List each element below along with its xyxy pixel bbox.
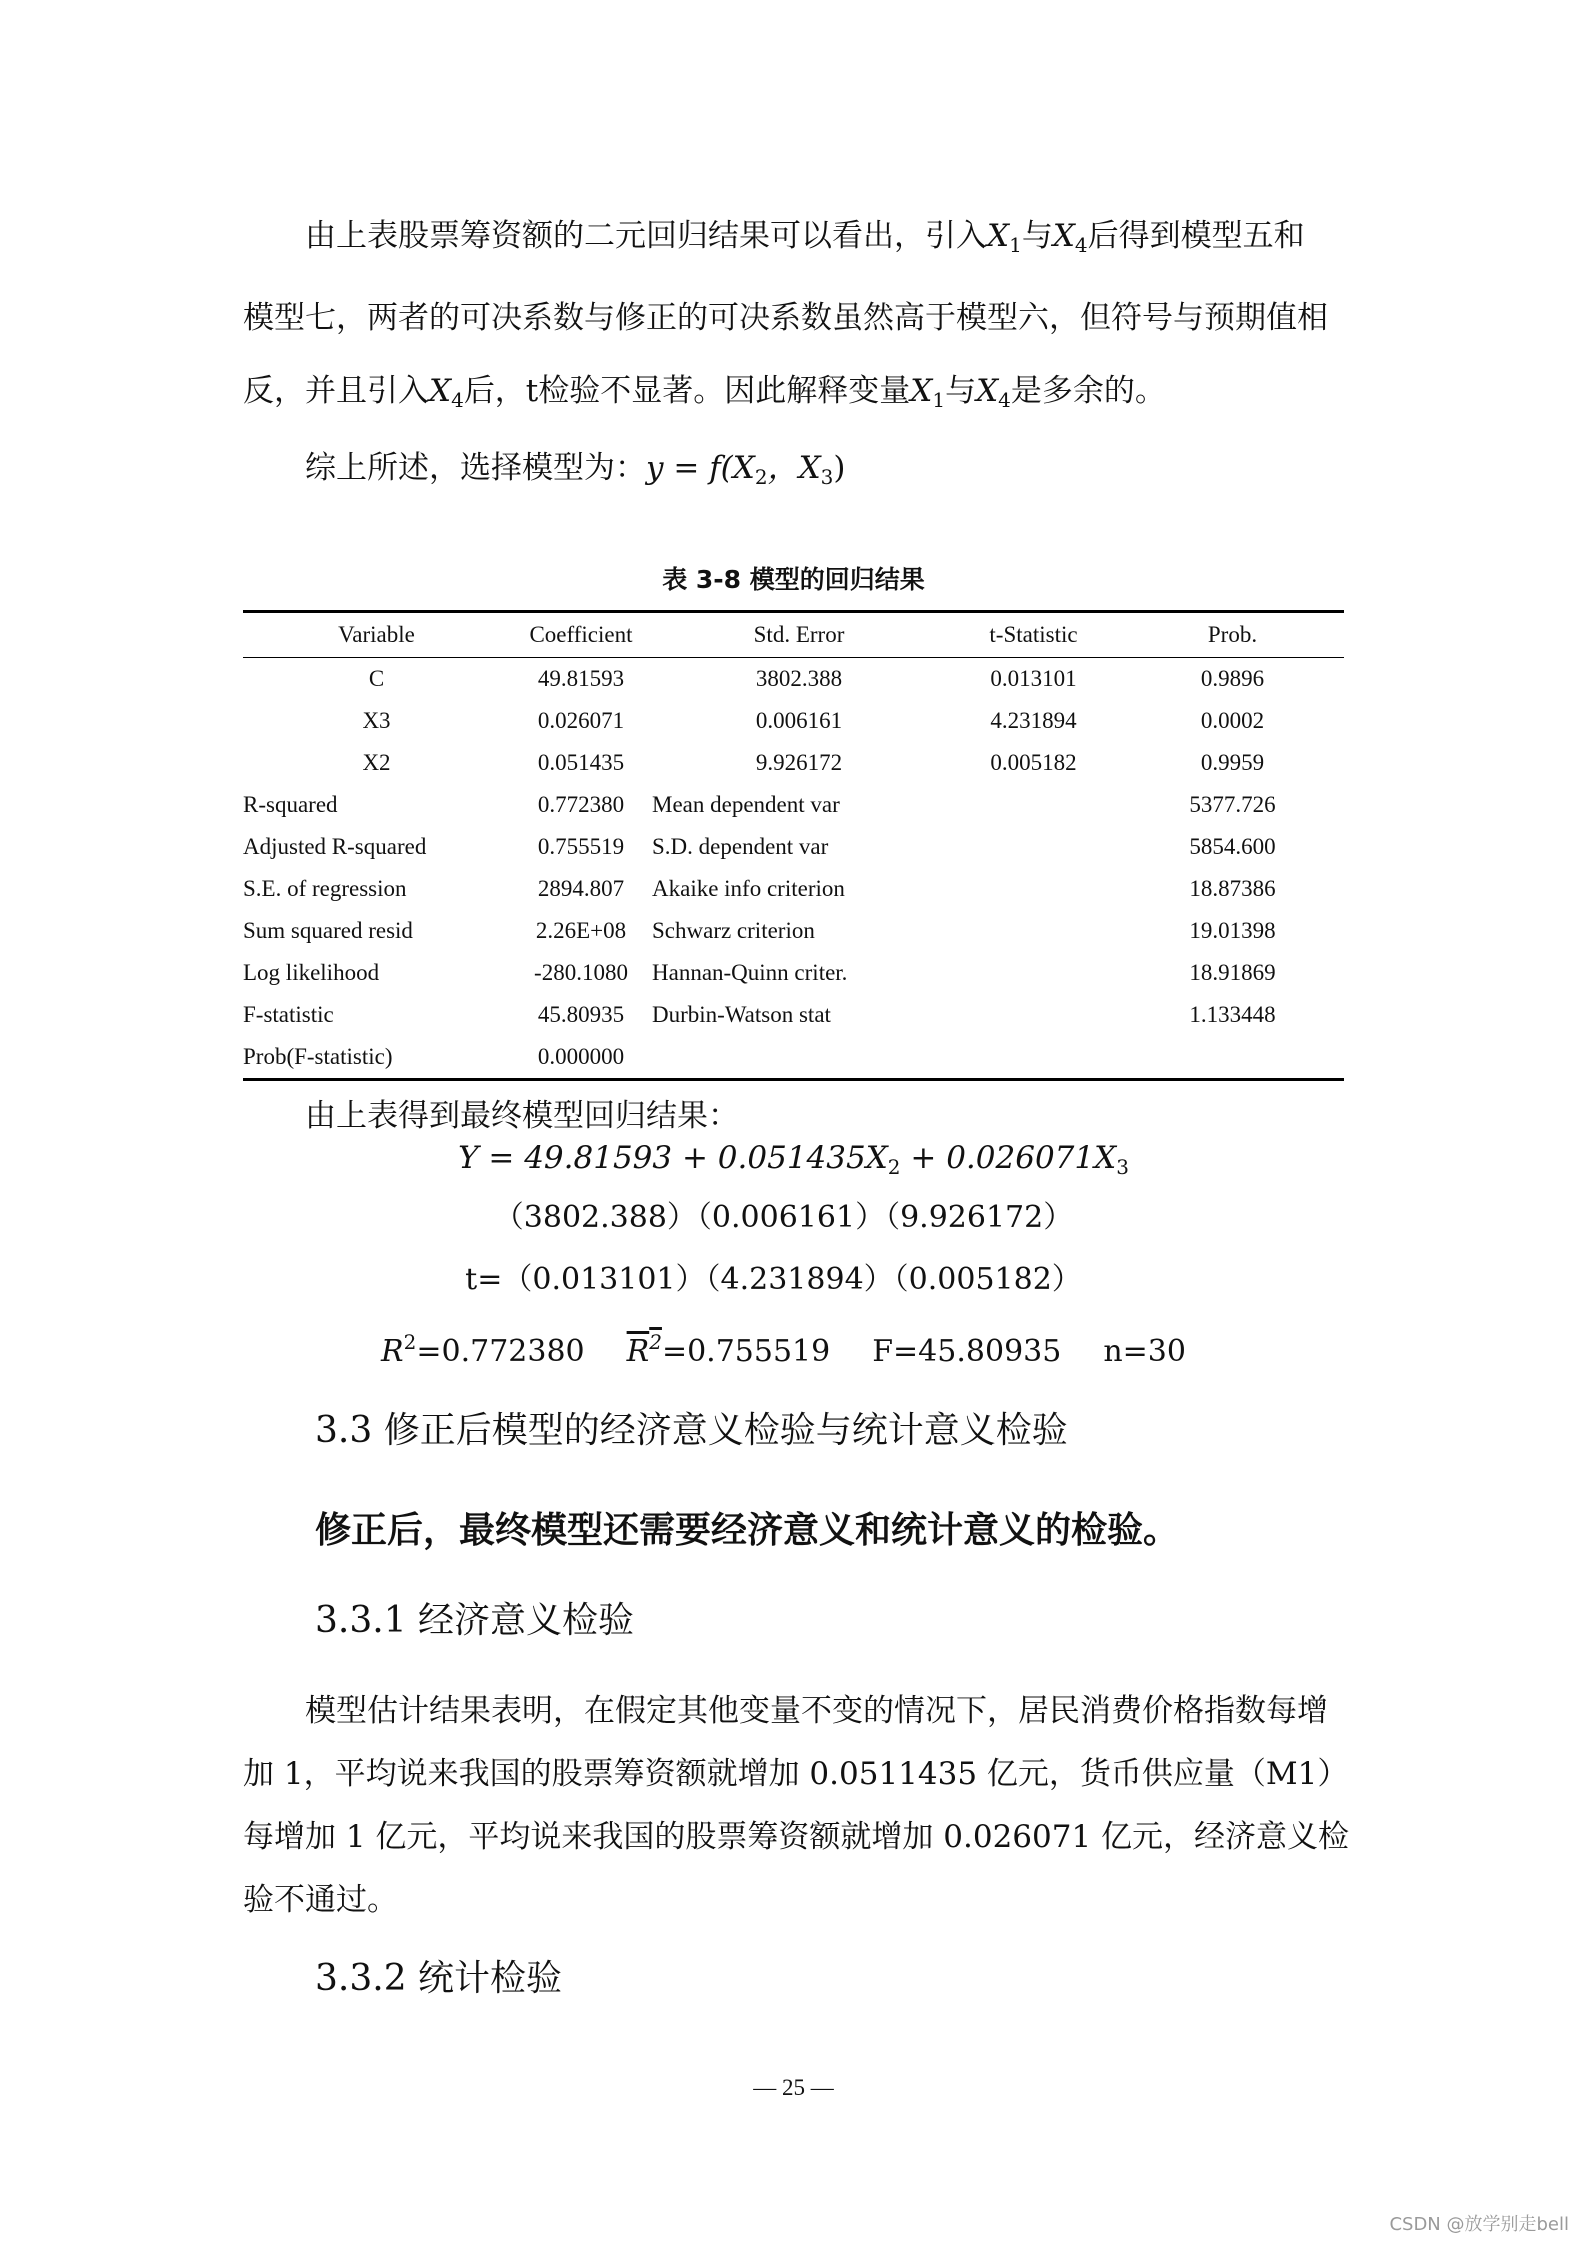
table-row: X2 0.051435 9.926172 0.005182 0.9959 bbox=[362, 750, 1265, 775]
section-heading-3-3: 3.3 修正后模型的经济意义检验与统计意义检验 bbox=[315, 1410, 1068, 1451]
header-variable: Variable bbox=[338, 622, 415, 647]
csdn-watermark: CSDN @放学别走bell bbox=[1389, 2214, 1569, 2235]
paragraph-economic-test bbox=[243, 1680, 1351, 1932]
header-std-error: Std. Error bbox=[753, 622, 845, 647]
stats-row: S.E. of regression 2894.807 Akaike info criterion 18.87386 bbox=[243, 876, 1276, 901]
regression-table bbox=[243, 610, 1344, 1081]
paragraph-line: 模型七，两者的可决系数与修正的可决系数虽然高于模型六，但符号与预期值相 bbox=[243, 300, 1328, 336]
result-intro: 由上表得到最终模型回归结果： bbox=[305, 1098, 739, 1134]
table-row: C 49.81593 3802.388 0.013101 0.9896 bbox=[368, 666, 1265, 691]
regression-equation: $Y = 49.81593 + 0.051435X_2 + 0.026071X_3$ bbox=[458, 1140, 1129, 1179]
stats-row: R-squared 0.772380 Mean dependent var 5377.726 bbox=[243, 792, 1276, 817]
adjusted-r-squared-symbol: $R^2$ bbox=[626, 1330, 662, 1369]
stats-row: Adjusted R-squared 0.755519 S.D. dependent var 5854.600 bbox=[243, 834, 1276, 859]
stats-row: Prob(F-statistic) 0.000000 bbox=[243, 1036, 1344, 1080]
paragraph-model-comparison bbox=[243, 200, 1351, 437]
stats-row: Sum squared resid 2.26E+08 Schwarz criterion 19.01398 bbox=[243, 918, 1276, 943]
header-prob: Prob. bbox=[1207, 622, 1258, 647]
paragraph-line: 加 1，平均说来我国的股票筹资额就增加 0.0511435 亿元，货币供应量（M1） bbox=[243, 1756, 1349, 1792]
standard-errors-line: （3802.388）（0.006161）（9.926172） bbox=[493, 1200, 1074, 1235]
paragraph-line: 由上表股票筹资额的二元回归结果可以看出，引入$X_1$与$X_4$后得到模型五和 bbox=[305, 218, 1305, 257]
paragraph-line: 模型估计结果表明，在假定其他变量不变的情况下，居民消费价格指数每增 bbox=[305, 1693, 1328, 1729]
paragraph-line: 验不通过。 bbox=[243, 1882, 398, 1918]
section-heading-3-3-2: 3.3.2 统计检验 bbox=[315, 1958, 563, 1999]
paragraph-line: 反，并且引入$X_4$后，t检验不显著。因此解释变量$X_1$与$X_4$是多余的。 bbox=[243, 373, 1166, 412]
page-number: — 25 — bbox=[753, 2075, 834, 2100]
bold-statement: 修正后，最终模型还需要经济意义和统计意义的检验。 bbox=[315, 1509, 1180, 1551]
header-coefficient: Coefficient bbox=[529, 622, 633, 647]
table-row: X3 0.026071 0.006161 4.231894 0.0002 bbox=[362, 708, 1265, 733]
stats-row: F-statistic 45.80935 Durbin-Watson stat 1.133448 bbox=[243, 1002, 1276, 1027]
table-caption: 表 3-8 模型的回归结果 bbox=[662, 565, 925, 594]
header-t-statistic: t-Statistic bbox=[989, 622, 1078, 647]
section-heading-3-3-1: 3.3.1 经济意义检验 bbox=[315, 1600, 635, 1641]
t-statistics-line: t=（0.013101）（4.231894）（0.005182） bbox=[465, 1262, 1082, 1297]
paragraph-model-selection: 综上所述，选择模型为：$y = f(X_2$，$X_3$) bbox=[305, 450, 846, 489]
stats-row: Log likelihood -280.1080 Hannan-Quinn criter. 18.91869 bbox=[243, 960, 1276, 985]
fit-statistics-line: $R^2=0.772380$ $R^2=0.755519$ F=45.80935 n=30 bbox=[381, 1330, 1186, 1369]
table-header-row bbox=[243, 612, 1344, 658]
paragraph-line: 每增加 1 亿元，平均说来我国的股票筹资额就增加 0.026071 亿元，经济意义检 bbox=[243, 1819, 1350, 1855]
